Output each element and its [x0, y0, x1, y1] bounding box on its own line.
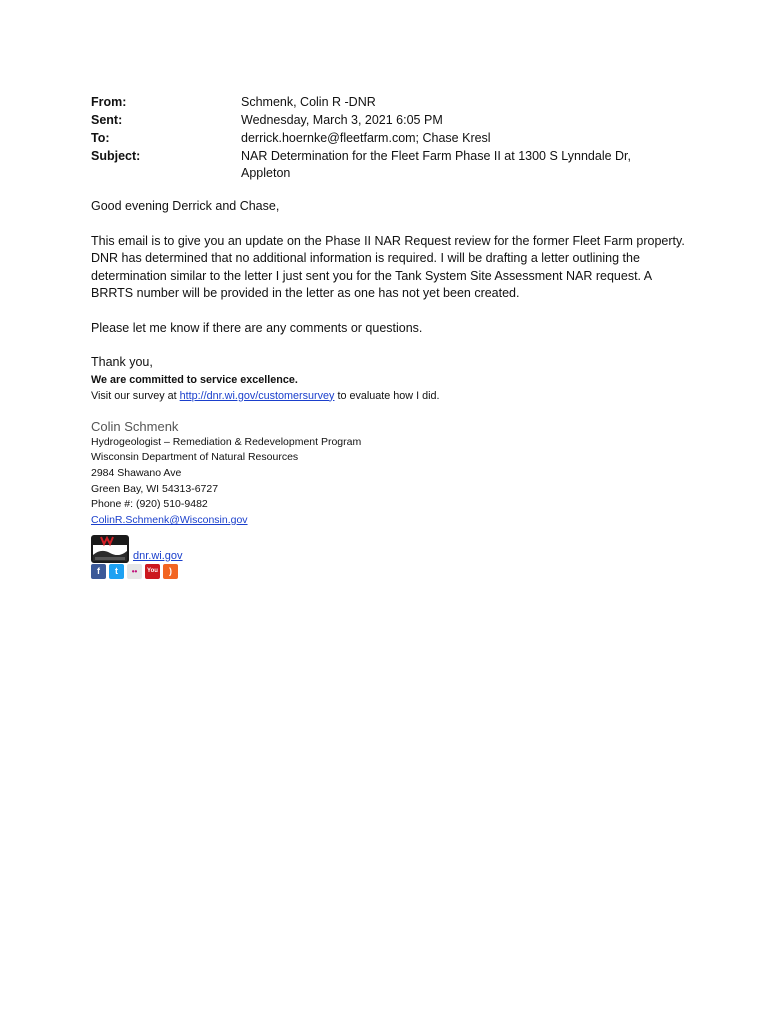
- survey-prefix: Visit our survey at: [91, 389, 180, 402]
- signature-phone: Phone #: (920) 510-9482: [91, 498, 208, 511]
- sent-label: Sent:: [91, 113, 123, 127]
- signature-address-2: Green Bay, WI 54313-6727: [91, 482, 219, 495]
- survey-suffix: to evaluate how I did.: [334, 389, 440, 402]
- to-value: derrick.hoernke@fleetfarm.com; Chase Kresl: [241, 131, 491, 145]
- dnr-logo-icon[interactable]: [91, 535, 129, 563]
- youtube-icon[interactable]: You: [145, 564, 160, 579]
- subject-value: NAR Determination for the Fleet Farm Phase II at 1300 S Lynndale Dr, Appleton: [241, 149, 632, 180]
- greeting: Good evening Derrick and Chase,: [91, 199, 280, 213]
- commitment-text: We are committed to service excellence.: [91, 373, 298, 386]
- closing: Thank you,: [91, 355, 153, 369]
- signature-name: Colin Schmenk: [91, 418, 179, 434]
- survey-link[interactable]: http://dnr.wi.gov/customersurvey: [179, 389, 335, 402]
- twitter-icon[interactable]: t: [109, 564, 124, 579]
- signature-org: Wisconsin Department of Natural Resources: [91, 451, 299, 464]
- sent-value: Wednesday, March 3, 2021 6:05 PM: [241, 113, 443, 127]
- signature-email-link[interactable]: ColinR.Schmenk@Wisconsin.gov: [91, 514, 248, 527]
- dnr-website-link[interactable]: dnr.wi.gov: [133, 549, 183, 562]
- signature-title: Hydrogeologist – Remediation & Redevelopment Program: [91, 435, 362, 448]
- social-icons: [91, 564, 731, 579]
- from-label: From:: [91, 95, 127, 109]
- survey-line: [91, 388, 731, 404]
- signature-address-1: 2984 Shawano Ave: [91, 466, 182, 479]
- email-document: [91, 94, 731, 579]
- from-value: Schmenk, Colin R -DNR: [241, 95, 376, 109]
- facebook-icon[interactable]: f: [91, 564, 106, 579]
- flickr-icon[interactable]: ••: [127, 564, 142, 579]
- rss-icon[interactable]: ): [163, 564, 178, 579]
- body-paragraph-2: Please let me know if there are any comments or questions.: [91, 320, 423, 335]
- email-header: [91, 94, 731, 182]
- dnr-logo-row: [91, 533, 731, 563]
- to-label: To:: [91, 131, 110, 145]
- subject-label: Subject:: [91, 149, 141, 163]
- body-paragraph-1: This email is to give you an update on the Phase II NAR Request review for the former Fleet Farm property. DNR has determined that no additional information is required. I will be drafting a letter outlining the determination similar to the letter I just sent you for the Tank System Site Assessment NAR request. A BRRTS number will be provided in the letter as one has not yet been created.: [91, 233, 685, 300]
